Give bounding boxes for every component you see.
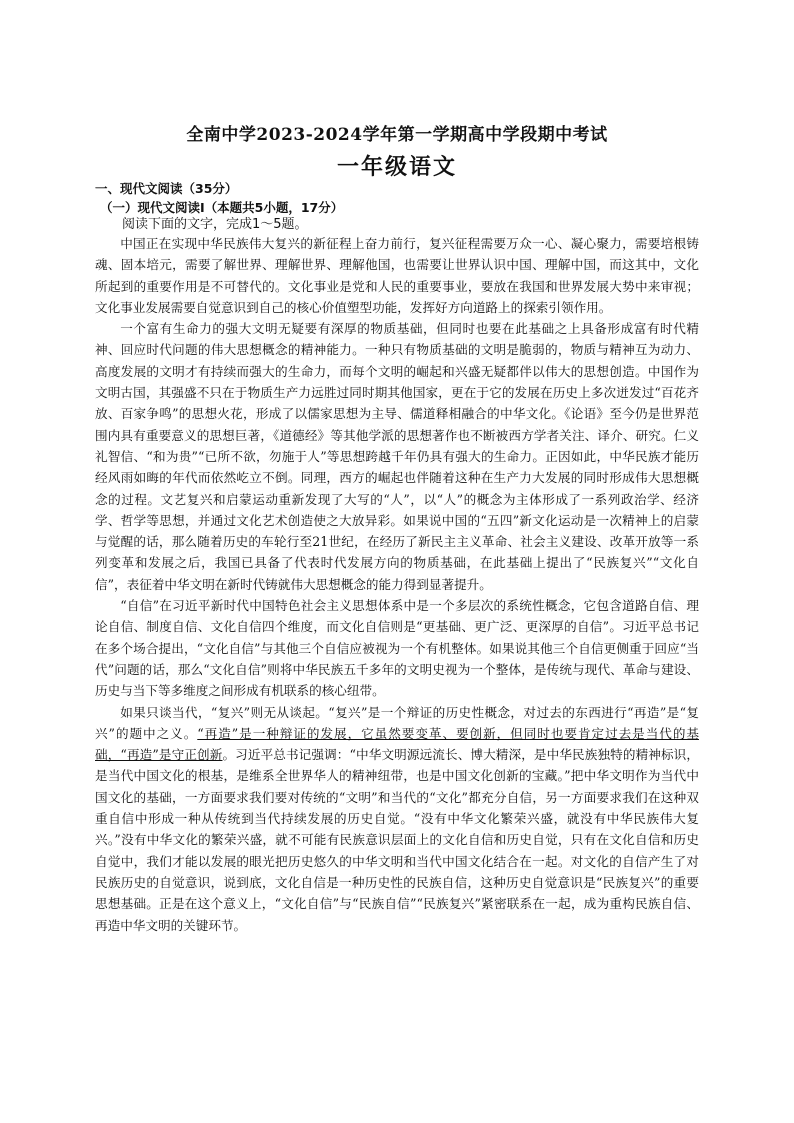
paragraph-4-rest: 。习近平总书记强调：“中华文明源远流长、博大精深，是中华民族独特的精神标识，是当代中国文化的根基，是维系全世界华人的精神纽带，也是中国文化创新的宝藏。”把中华文明作为当代中国文化的基础，一方面要求我们要对传统的“文明”和当代的“文化”都充分自信，另一方面要求我们在这种双重自信中形成一种从传统到当代持续发展的历史自觉。“没有中华文化繁荣兴盛，就没有中华民族伟大复兴。”没有中华文化的繁荣兴盛，就不可能有民族意识层面上的文化自信和历史自觉，只有在文化自信和历史自觉中，我们才能以发展的眼光把历史悠久的中华文明和当代中国文化结合在一起。对文化的自信产生了对民族历史的自觉意识，说到底，文化自信是一种历史性的民族自信，这种历史自觉意识是“民族复兴”的重要思想基础。正是在这个意义上，“文化自信”与“民族自信”“民族复兴”紧密联系在一起，成为重构民族自信、再造中华文明的关键环节。 <box>95 747 699 933</box>
exam-subject: 一年级语文 <box>336 154 457 180</box>
underlined-sentence: “再造”是一种辩证的发展，它虽然要变革、要创新，但同时也要肯定过去是当代的基础，“再造”是守正创新 <box>95 725 699 763</box>
section-heading: 一、现代文阅读（35分） <box>95 181 238 196</box>
passage-paragraph-2: 一个富有生命力的强大文明无疑要有深厚的物质基础，但同时也要在此基础之上具备形成富有时代精神、回应时代问题的伟大思想概念的精神能力。一种只有物质基础的文明是脆弱的，物质与精神互为动力、高度发展的文明才有持续而强大的生命力，而每个文明的崛起和兴盛无疑都伴以伟大的思想创造。中国作为文明古国，其强盛不只在于物质生产力远胜过同时期其他国家，更在于它的发展在历史上多次迸发过“百花齐放、百家争鸣”的思想火花，形成了以儒家思想为主导、儒道释相融合的中华文化。《论语》至今仍是世界范围内具有重要意义的思想巨著，《道德经》等其他学派的思想著作也不断被西方学者关注、译介、研究。仁义礼智信、“和为贵”“已所不欲，勿施于人”等思想跨越千年仍具有强大的生命力。正因如此，中华民族才能历经风雨如晦的年代而依然屹立不倒。同理，西方的崛起也伴随着这种在生产力大发展的同时形成伟大思想概念的过程。文艺复兴和启蒙运动重新发现了大写的“人”，以“人”的概念为主体形成了一系列政治学、经济学、哲学等思想，并通过文化艺术创造使之大放异彩。如果说中国的“五四”新文化运动是一次精神上的启蒙与觉醒的话，那么随着历史的车轮行至21世纪，在经历了新民主主义革命、社会主义建设、改革开放等一系列变革和发展之后，我国已具备了代表时代发展方向的物质基础，在此基础上提出了“民族复兴”“文化自信”，表征着中华文明在新时代铸就伟大思想概念的能力得到显著提升。 <box>95 321 699 592</box>
reading-passage <box>95 233 699 936</box>
subsection-heading: （一）现代文阅读Ⅰ（本题共5小题，17分） <box>100 200 344 215</box>
passage-paragraph-3: “自信”在习近平新时代中国特色社会主义思想体系中是一个多层次的系统性概念，它包含道路自信、理论自信、制度自信、文化自信四个维度，而文化自信则是“更基础、更广泛、更深厚的自信”。习近平总书记在多个场合提出，“文化自信”与其他三个自信应被视为一个有机整体。如果说其他三个自信更侧重于回应“当代”问题的话，那么“文化自信”则将中华民族五千多年的文明史视为一个整体，是传统与现代、革命与建设、历史与当下等多维度之间形成有机联系的核心纽带。 <box>95 598 699 699</box>
reading-instruction: 阅读下面的文字，完成1～5题。 <box>122 217 308 232</box>
passage-paragraph-4 <box>95 702 699 936</box>
paragraph-4-lead: 如果只谈当代，“复兴”则无从谈起。“复兴”是一个辩证的历史性概念，对过去的东西进行“再造”是“复兴”的题中之义。 <box>95 704 699 741</box>
passage-paragraph-1: 中国正在实现中华民族伟大复兴的新征程上奋力前行，复兴征程需要万众一心、凝心聚力，需要培根铸魂、固本培元，需要了解世界、理解世界、理解他国，也需要让世界认识中国、理解中国，而这其中，文化所起到的重要作用是不可替代的。文化事业是党和人民的重要事业，要放在我国和世界发展大势中来审视；文化事业发展需要自觉意识到自己的核心价值塑型功能，发挥好方向道路上的探索引领作用。 <box>95 236 699 315</box>
exam-title: 全南中学2023-2024学年第一学期高中学段期中考试 <box>186 125 608 145</box>
